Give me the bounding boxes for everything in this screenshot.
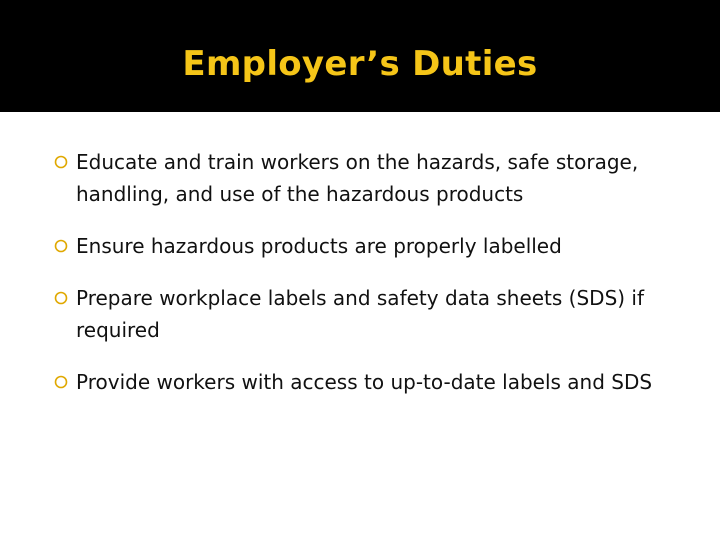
bullet-text: Provide workers with access to up-to-date labels and SDS: [76, 370, 653, 394]
bullet-item: [54, 146, 694, 210]
bullet-item: [54, 230, 694, 262]
bullet-text: Ensure hazardous products are properly labelled: [76, 234, 562, 258]
bullet-item: [54, 282, 694, 346]
bullet-text: Educate and train workers on the hazards, safe storage, handling, and use of the hazardous products: [76, 150, 639, 206]
slide-title: Employer’s Duties: [182, 44, 538, 84]
bullet-item: [54, 366, 694, 398]
ring-bullet-icon: [54, 375, 68, 389]
ring-bullet-icon: [54, 291, 68, 305]
bullet-list: [54, 146, 694, 398]
ring-bullet-icon: [54, 155, 68, 169]
ring-bullet-icon: [54, 239, 68, 253]
bullet-text: Prepare workplace labels and safety data sheets (SDS) if required: [76, 286, 645, 342]
